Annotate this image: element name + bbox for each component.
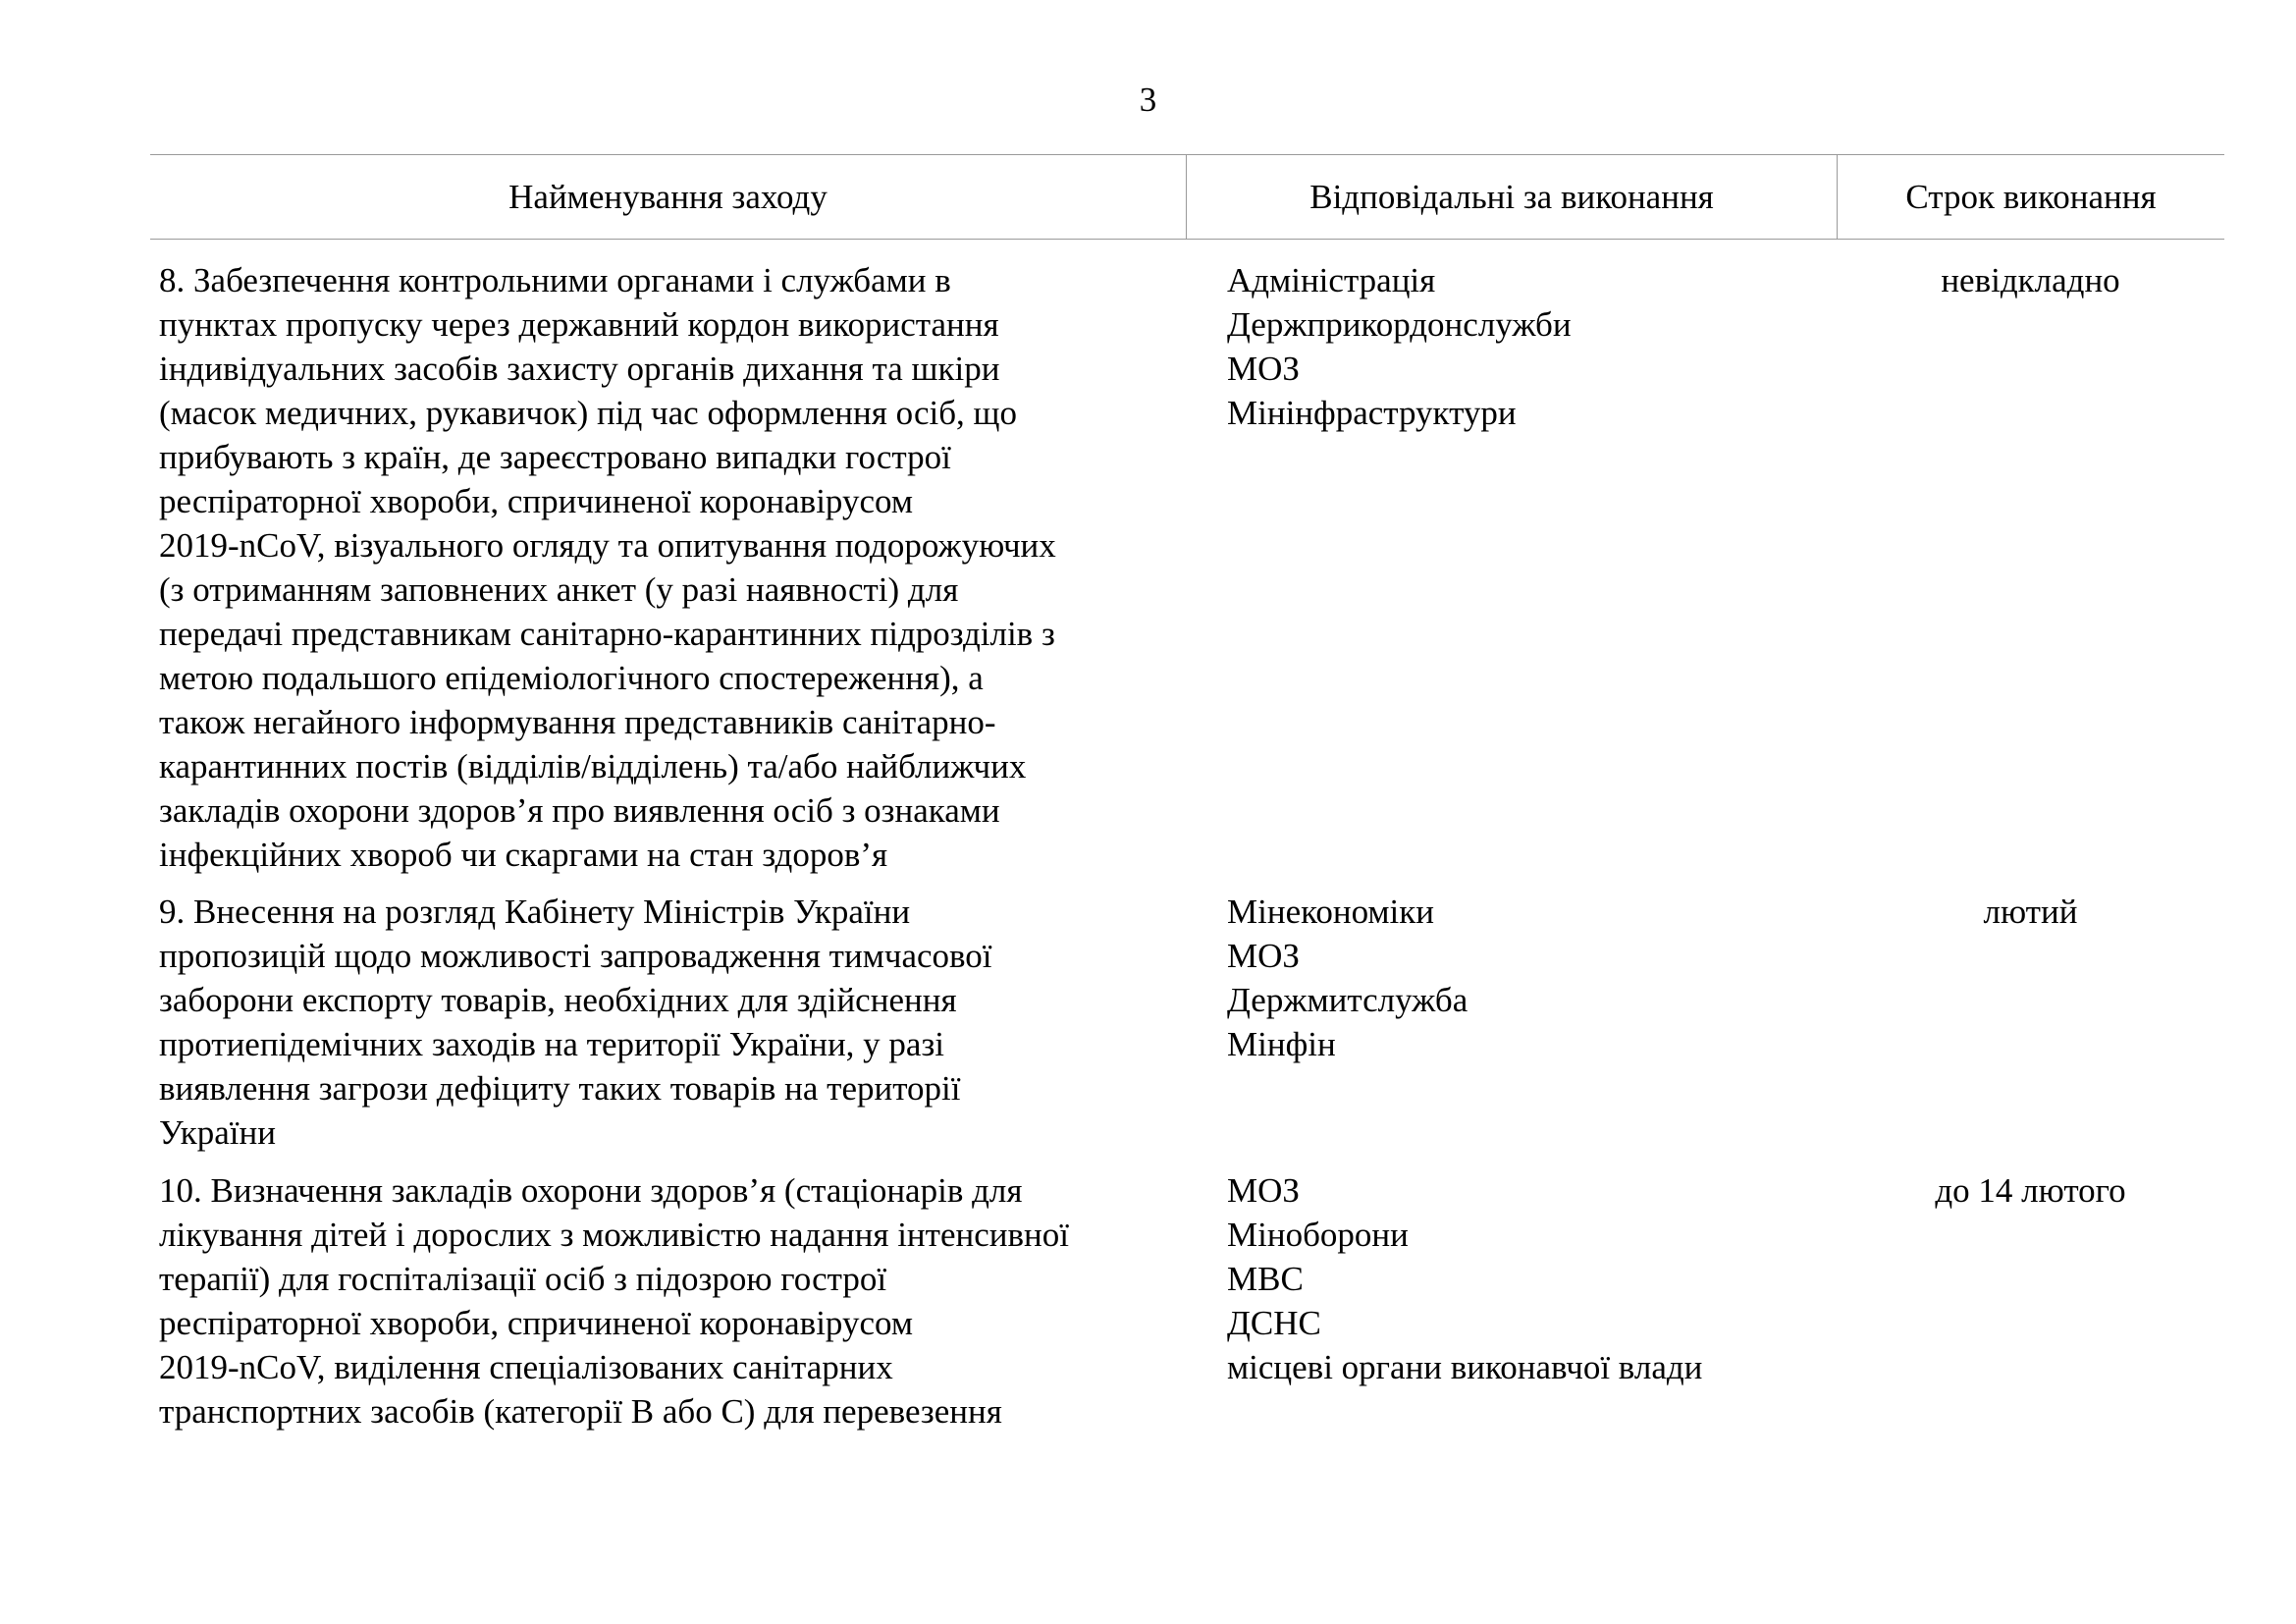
responsible-org: МОЗ — [1227, 350, 1300, 388]
measure-cell: 9. Внесення на розгляд Кабінету Міністрів України пропозицій щодо можливості запровадження тимчасової заборони експорту товарів, необхідних для здійснення протиепідемічних заходів на території України, у разі виявлення загрози дефіциту таких товарів на території України — [159, 893, 992, 1152]
measure-cell: 10. Визначення закладів охорони здоров’я (стаціонарів для лікування дітей і дорослих з можливістю надання інтенсивної терапії) для госпіталізації осіб з підозрою гострої респіраторної хвороби, спричиненої коронавірусом 2019-nCoV, виділення спеціалізованих санітарних транспортних засобів (категорії В або С) для перевезення — [159, 1171, 1069, 1431]
term-cell: невідкладно — [1941, 261, 2120, 299]
header-term: Строк виконання — [1837, 155, 2224, 239]
responsible-org: МВС — [1227, 1260, 1304, 1298]
page-number: 3 — [1139, 81, 1157, 119]
responsible-org: МОЗ — [1227, 1171, 1300, 1210]
responsible-org: Мінфін — [1227, 1025, 1336, 1063]
responsible-org: Адміністрація — [1227, 261, 1436, 299]
responsible-cell — [1227, 258, 1855, 435]
term-cell: до 14 лютого — [1935, 1171, 2126, 1210]
responsible-org: Держмитслужба — [1227, 981, 1468, 1019]
responsible-cell — [1227, 890, 1855, 1066]
header-responsible: Відповідальні за виконання — [1186, 155, 1837, 239]
responsible-org: МОЗ — [1227, 937, 1300, 975]
responsible-org: Міноборони — [1227, 1216, 1409, 1254]
table-header — [150, 154, 2224, 240]
responsible-org: Держприкордонслужби — [1227, 305, 1572, 344]
responsible-org: місцеві органи виконавчої влади — [1227, 1348, 1703, 1386]
responsible-org: ДСНС — [1227, 1304, 1321, 1342]
responsible-org: Мінінфраструктури — [1227, 394, 1517, 432]
term-cell: лютий — [1983, 893, 2078, 931]
responsible-org: Мінекономіки — [1227, 893, 1435, 931]
measure-cell: 8. Забезпечення контрольними органами і службами в пунктах пропуску через державний кордон використання індивідуальних засобів захисту органів дихання та шкіри (масок медичних, рукавичок) під час оформлення осіб, що прибувають з країн, де зареєстровано випадки гострої респіраторної хвороби, спричиненої коронавірусом 2019-nCoV, візуального огляду та опитування подорожуючих (з отриманням заповнених анкет (у разі наявності) для передачі представникам санітарно-карантинних підрозділів з метою подальшого епідеміологічного спостереження), а також негайного інформування представників санітарно- карантинних постів (відділів/відділень) та/або найближчих закладів охорони здоров’я про виявлення осіб з ознаками інфекційних хвороб чи скаргами на стан здоров’я — [159, 261, 1056, 874]
responsible-cell — [1227, 1168, 1855, 1389]
header-measure: Найменування заходу — [508, 177, 828, 216]
